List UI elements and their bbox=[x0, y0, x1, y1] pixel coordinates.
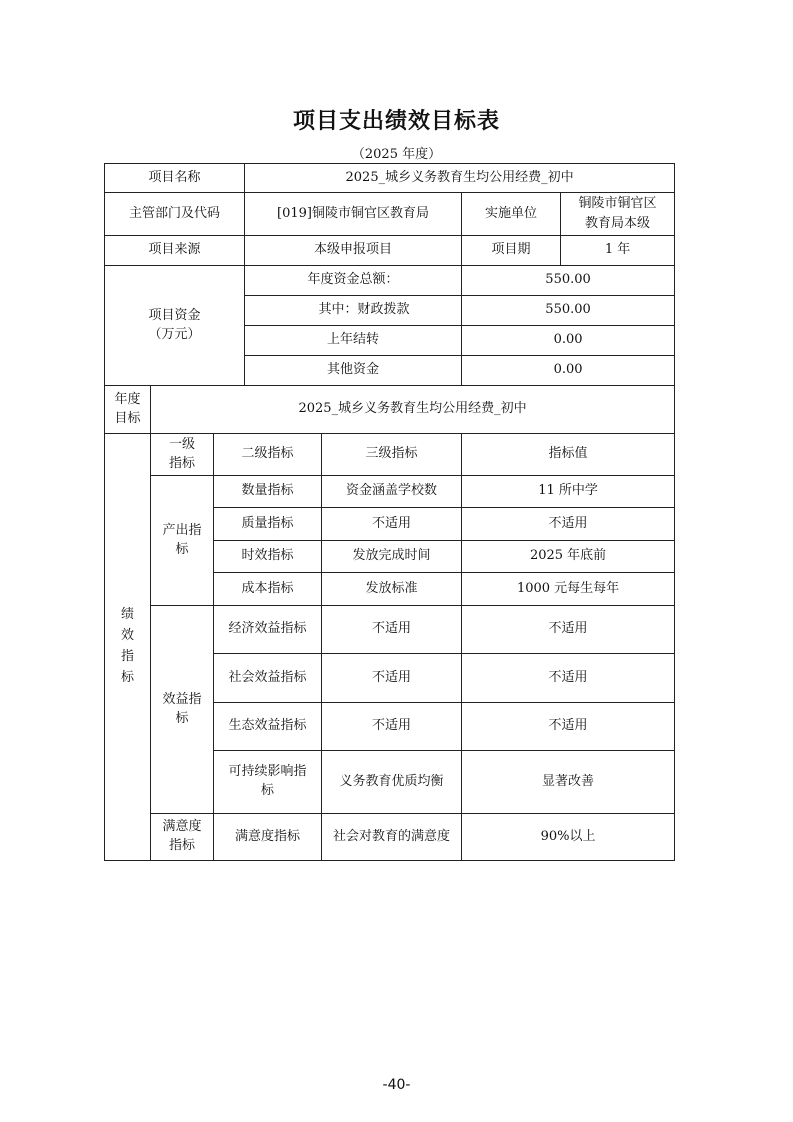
impl-value bbox=[561, 193, 675, 236]
satisfaction-label: 满意度 指标 bbox=[151, 814, 214, 861]
row-satisfaction bbox=[105, 814, 675, 861]
indicator-l3: 不适用 bbox=[322, 654, 462, 703]
annual-goal-value: 2025_城乡义务教育生均公用经费_初中 bbox=[151, 386, 675, 434]
indicator-l3: 不适用 bbox=[322, 508, 462, 541]
funds-item-label: 其他资金 bbox=[245, 356, 462, 386]
indicator-value: 不适用 bbox=[462, 606, 675, 654]
row-output-quantity bbox=[105, 476, 675, 508]
indicator-l2: 生态效益指标 bbox=[214, 703, 322, 751]
impl-value-text: 铜陵市铜官区教育局本级 bbox=[578, 195, 657, 231]
indicator-value: 不适用 bbox=[462, 654, 675, 703]
indicator-l3: 义务教育优质均衡 bbox=[322, 751, 462, 814]
indicator-value: 90%以上 bbox=[462, 814, 675, 861]
indicator-l3: 资金涵盖学校数 bbox=[322, 476, 462, 508]
indicator-value: 11 所中学 bbox=[462, 476, 675, 508]
row-department bbox=[105, 193, 675, 236]
output-label: 产出指 标 bbox=[151, 476, 214, 606]
indicator-l2: 质量指标 bbox=[214, 508, 322, 541]
header-level1: 一级 指标 bbox=[151, 434, 214, 476]
row-benefit-economic bbox=[105, 606, 675, 654]
indicator-l3: 社会对教育的满意度 bbox=[322, 814, 462, 861]
indicator-l3: 发放完成时间 bbox=[322, 541, 462, 573]
indicator-l2: 满意度指标 bbox=[214, 814, 322, 861]
perf-label-text: 绩效指标 bbox=[120, 607, 134, 685]
period-value: 1 年 bbox=[561, 236, 675, 266]
indicator-l2: 社会效益指标 bbox=[214, 654, 322, 703]
indicator-value: 不适用 bbox=[462, 508, 675, 541]
project-name-value: 2025_城乡义务教育生均公用经费_初中 bbox=[245, 164, 675, 193]
source-label: 项目来源 bbox=[105, 236, 245, 266]
header-level2: 二级指标 bbox=[214, 434, 322, 476]
funds-item-value: 0.00 bbox=[462, 326, 675, 356]
indicator-l2: 时效指标 bbox=[214, 541, 322, 573]
row-annual-goal bbox=[105, 386, 675, 434]
indicator-l2: 经济效益指标 bbox=[214, 606, 322, 654]
page-number: -40- bbox=[382, 1077, 411, 1093]
funds-item-value: 550.00 bbox=[462, 296, 675, 326]
row-indicator-header bbox=[105, 434, 675, 476]
perf-label bbox=[105, 434, 151, 861]
period-label: 项目期 bbox=[462, 236, 561, 266]
indicator-l2: 数量指标 bbox=[214, 476, 322, 508]
indicator-l3: 不适用 bbox=[322, 606, 462, 654]
source-value: 本级申报项目 bbox=[245, 236, 462, 266]
funds-item-label: 其中：财政拨款 bbox=[245, 296, 462, 326]
performance-table bbox=[104, 163, 675, 861]
row-project-name bbox=[105, 164, 675, 193]
funds-label: 项目资金 （万元） bbox=[105, 266, 245, 386]
indicator-value: 2025 年底前 bbox=[462, 541, 675, 573]
indicator-l2: 成本指标 bbox=[214, 573, 322, 606]
project-name-label: 项目名称 bbox=[105, 164, 245, 193]
indicator-l3: 不适用 bbox=[322, 703, 462, 751]
row-funds-total bbox=[105, 266, 675, 296]
header-level3: 三级指标 bbox=[322, 434, 462, 476]
funds-item-label: 上年结转 bbox=[245, 326, 462, 356]
indicator-value: 1000 元每生每年 bbox=[462, 573, 675, 606]
dept-value: [019]铜陵市铜官区教育局 bbox=[245, 193, 462, 236]
indicator-value: 不适用 bbox=[462, 703, 675, 751]
indicator-l2: 可持续影响指 标 bbox=[214, 751, 322, 814]
page-title: 项目支出绩效目标表 bbox=[292, 109, 500, 134]
year-label: （2025 年度） bbox=[351, 147, 442, 162]
funds-item-value: 0.00 bbox=[462, 356, 675, 386]
dept-label: 主管部门及代码 bbox=[105, 193, 245, 236]
benefit-label: 效益指 标 bbox=[151, 606, 214, 814]
funds-item-value: 550.00 bbox=[462, 266, 675, 296]
impl-label: 实施单位 bbox=[462, 193, 561, 236]
annual-goal-label: 年度 目标 bbox=[105, 386, 151, 434]
indicator-value: 显著改善 bbox=[462, 751, 675, 814]
header-value: 指标值 bbox=[462, 434, 675, 476]
indicator-l3: 发放标准 bbox=[322, 573, 462, 606]
funds-item-label: 年度资金总额： bbox=[245, 266, 462, 296]
row-source bbox=[105, 236, 675, 266]
